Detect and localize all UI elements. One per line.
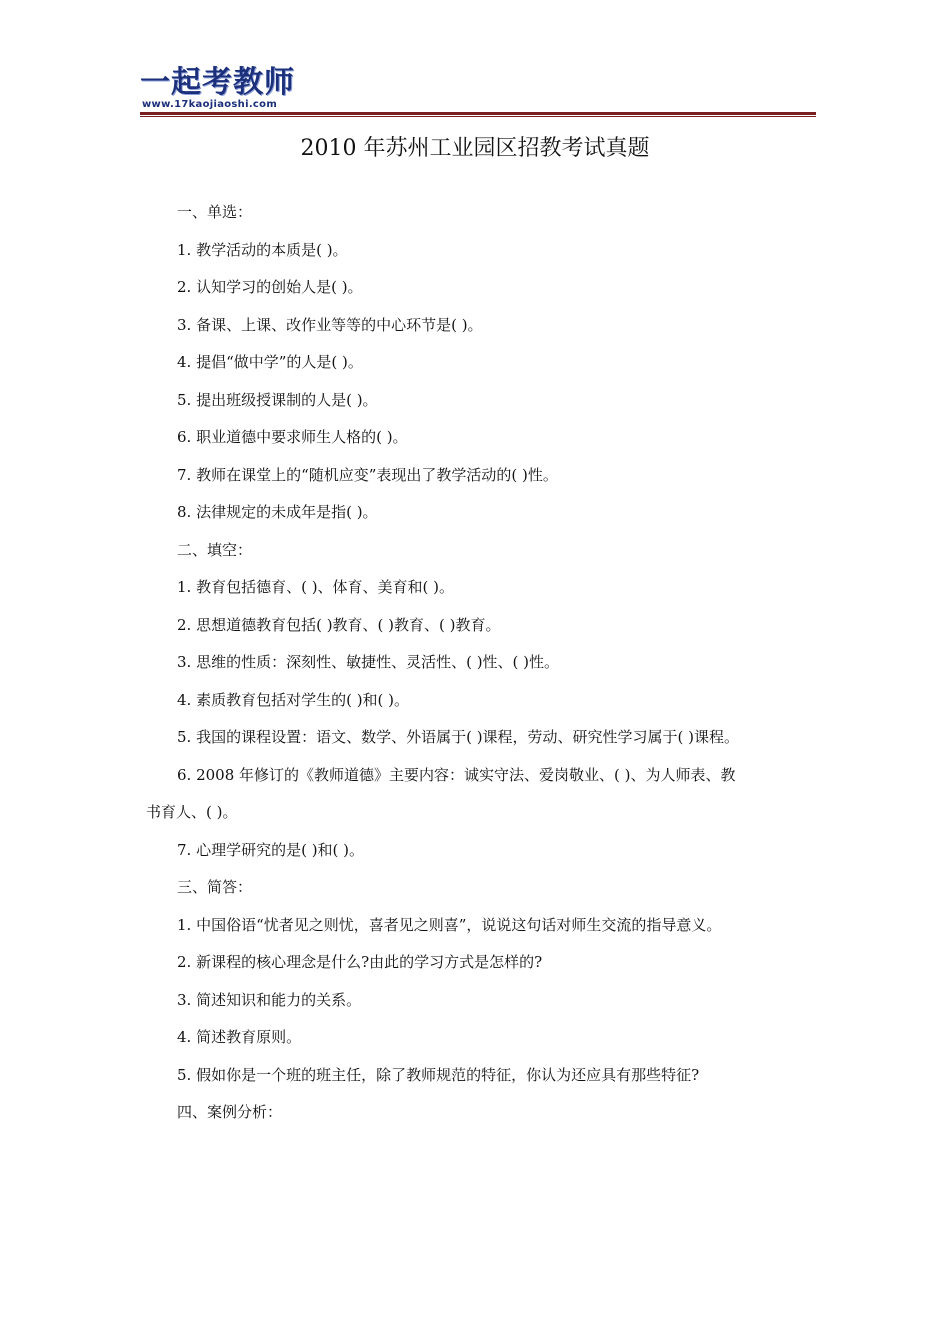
- question-item: 7. 教师在课堂上的“随机应变”表现出了教学活动的( )性。: [177, 465, 558, 484]
- question-item: 7. 心理学研究的是( )和( )。: [177, 840, 365, 859]
- section-heading: 四、案例分析：: [177, 1103, 283, 1121]
- section-heading: 三、简答：: [177, 878, 253, 896]
- question-item: 2. 思想道德教育包括( )教育、( )教育、( )教育。: [177, 615, 501, 634]
- logo: 一起考教师: [140, 65, 295, 100]
- header-rule-thin: [140, 116, 816, 117]
- question-item: 1. 教育包括德育、( )、体育、美育和( )。: [177, 578, 455, 596]
- question-item: 5. 提出班级授课制的人是( )。: [177, 390, 378, 409]
- question-item: 8. 法律规定的未成年是指( )。: [177, 503, 378, 521]
- header-rule: [140, 112, 816, 115]
- question-item: 1. 中国俗语“忧者见之则忧，喜者见之则喜”，说说这句话对师生交流的指导意义。: [177, 915, 722, 934]
- question-item: 1. 教学活动的本质是( )。: [177, 240, 348, 259]
- question-item: 6. 职业道德中要求师生人格的( )。: [177, 428, 408, 446]
- question-item: 4. 简述教育原则。: [177, 1028, 302, 1046]
- question-item: 2. 认知学习的创始人是( )。: [177, 278, 363, 296]
- question-item: 5. 假如你是一个班的班主任，除了教师规范的特征，你认为还应具有那些特征?: [177, 1065, 700, 1084]
- question-item: 3. 备课、上课、改作业等等的中心环节是( )。: [177, 315, 483, 334]
- question-item: 2. 新课程的核心理念是什么?由此的学习方式是怎样的?: [177, 953, 543, 971]
- logo-url: www.17kaojiaoshi.com: [142, 99, 278, 110]
- page-header: [140, 66, 816, 120]
- question-item: 4. 素质教育包括对学生的( )和( )。: [177, 690, 410, 709]
- document-body: [146, 198, 810, 1136]
- question-item: 6. 2008 年修订的《教师道德》主要内容：诚实守法、爱岗敬业、( )、为人师表、教: [177, 765, 736, 784]
- question-item-continuation: 书育人、( )。: [146, 803, 238, 821]
- question-item: 3. 思维的性质：深刻性、敏捷性、灵活性、( )性、( )性。: [177, 653, 560, 671]
- question-item: 4. 提倡“做中学”的人是( )。: [177, 353, 363, 371]
- document-title: 2010 年苏州工业园区招教考试真题: [300, 136, 650, 161]
- question-item: 3. 简述知识和能力的关系。: [177, 990, 362, 1009]
- section-heading: 一、单选：: [177, 203, 253, 221]
- section-heading: 二、填空：: [177, 540, 253, 559]
- question-item: 5. 我国的课程设置：语文、数学、外语属于( )课程，劳动、研究性学习属于( )课程。: [177, 728, 740, 746]
